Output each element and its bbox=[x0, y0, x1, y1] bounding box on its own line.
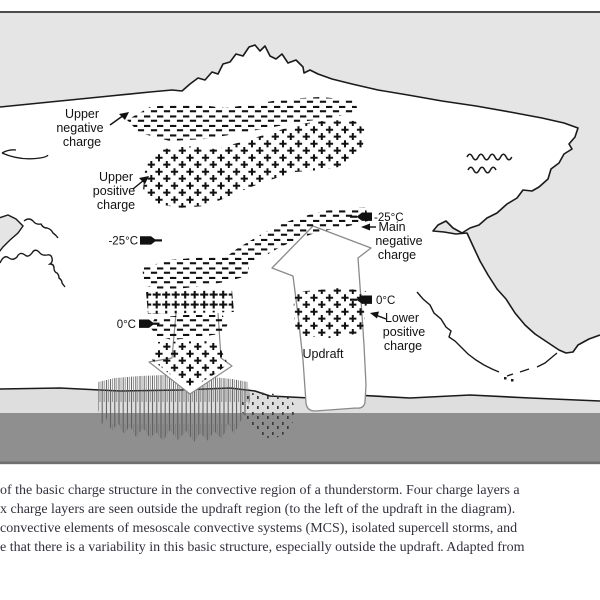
updraft-label: Updraft bbox=[302, 347, 344, 361]
contour-dot bbox=[504, 377, 507, 380]
label-line: Upper bbox=[64, 107, 100, 121]
ground-band-edge bbox=[0, 462, 600, 465]
label-line: charge bbox=[62, 135, 102, 149]
temp-left-zero-label: 0°C bbox=[116, 318, 136, 331]
label-line: negative bbox=[56, 121, 104, 135]
label-line: Main bbox=[378, 220, 406, 234]
label-line: charge bbox=[96, 198, 136, 212]
label-line: Lower bbox=[384, 311, 420, 325]
caption-line-3: convective elements of mesoscale convective systems (MCS), isolated supercell storms, and bbox=[0, 521, 518, 536]
label-line: positive bbox=[382, 325, 426, 339]
left-dense-positive-layer-region bbox=[146, 290, 234, 314]
lower-positive-charge-region bbox=[293, 288, 367, 338]
caption-line-2: x charge layers are seen outside the updraft region (to the left of the updraft in the diagram). bbox=[0, 502, 516, 517]
upper-positive-charge-label bbox=[93, 170, 135, 212]
figure-caption bbox=[0, 481, 600, 571]
contour-dot bbox=[511, 379, 514, 382]
temp-right-zero-label: 0°C bbox=[376, 294, 396, 307]
label-line: charge bbox=[383, 339, 423, 353]
label-line: positive bbox=[92, 184, 136, 198]
temp-right-minus25-label: -25°C bbox=[374, 211, 404, 224]
thunderstorm-charge-diagram bbox=[0, 13, 600, 465]
caption-line-1: of the basic charge structure in the convective region of a thunderstorm. Four charge layers a bbox=[0, 483, 520, 498]
caption-line-4: e that there is a variability in this basic structure, especially outside the updraft. Adapted from bbox=[0, 540, 525, 555]
label-line: Upper bbox=[98, 170, 134, 184]
thunderstorm-figure bbox=[0, 13, 600, 465]
ground-band bbox=[0, 413, 600, 464]
label-line: negative bbox=[375, 234, 423, 248]
lower-positive-charge-label bbox=[383, 311, 425, 353]
label-line: charge bbox=[377, 248, 417, 262]
temp-left-minus25-label: -25°C bbox=[108, 235, 138, 248]
